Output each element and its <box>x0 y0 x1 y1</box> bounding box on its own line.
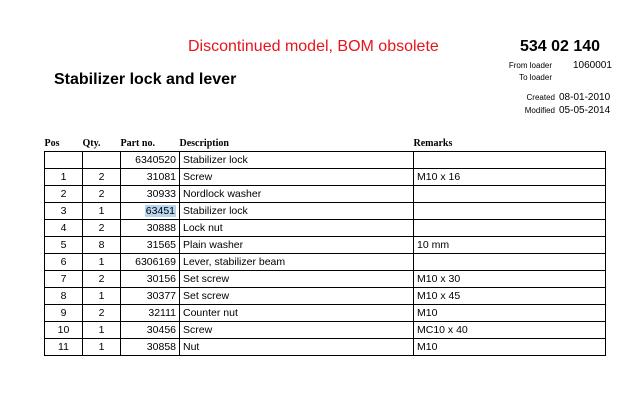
cell-remarks: MC10 x 40 <box>414 322 606 339</box>
cell-qty: 1 <box>83 254 121 271</box>
cell-pos: 9 <box>45 305 83 322</box>
cell-pos <box>45 152 83 169</box>
created-label: Created <box>526 93 555 102</box>
cell-qty <box>83 152 121 169</box>
table-row[interactable] <box>45 186 606 203</box>
table-row[interactable] <box>45 288 606 305</box>
cell-qty: 1 <box>83 339 121 356</box>
modified-label: Modified <box>524 106 555 115</box>
cell-qty: 2 <box>83 305 121 322</box>
cell-remarks: 10 mm <box>414 237 606 254</box>
cell-remarks: M10 x 16 <box>414 169 606 186</box>
cell-pos: 5 <box>45 237 83 254</box>
cell-part-no: 32111 <box>121 305 180 322</box>
cell-part-no: 30377 <box>121 288 180 305</box>
document-part-number: 534 02 140 <box>520 38 601 55</box>
cell-qty: 2 <box>83 169 121 186</box>
cell-description: Plain washer <box>180 237 414 254</box>
cell-qty: 2 <box>83 271 121 288</box>
table-row[interactable] <box>45 237 606 254</box>
discontinued-notice: Discontinued model, BOM obsolete <box>188 38 439 55</box>
cell-qty: 1 <box>83 203 121 220</box>
cell-remarks: M10 x 30 <box>414 271 606 288</box>
cell-pos: 8 <box>45 288 83 305</box>
cell-remarks <box>414 152 606 169</box>
cell-qty: 2 <box>83 220 121 237</box>
from-loader-value: 1060001 <box>573 60 612 71</box>
bom-header-row <box>45 136 606 152</box>
cell-part-no: 30933 <box>121 186 180 203</box>
cell-part-no <box>121 203 180 220</box>
table-row[interactable] <box>45 254 606 271</box>
cell-description: Set screw <box>180 271 414 288</box>
cell-pos: 2 <box>45 186 83 203</box>
cell-part-no: 30456 <box>121 322 180 339</box>
cell-description: Screw <box>180 169 414 186</box>
to-loader-label: To loader <box>519 73 552 82</box>
column-header-qty: Qty. <box>83 136 121 152</box>
cell-pos: 11 <box>45 339 83 356</box>
cell-remarks <box>414 186 606 203</box>
cell-description: Counter nut <box>180 305 414 322</box>
cell-remarks <box>414 254 606 271</box>
cell-pos: 10 <box>45 322 83 339</box>
table-row[interactable] <box>45 271 606 288</box>
cell-part-no: 6306169 <box>121 254 180 271</box>
cell-part-no: 30858 <box>121 339 180 356</box>
table-row[interactable] <box>45 152 606 169</box>
created-value: 08-01-2010 <box>559 92 611 103</box>
cell-remarks: M10 <box>414 305 606 322</box>
cell-remarks <box>414 220 606 237</box>
cell-qty: 2 <box>83 186 121 203</box>
cell-remarks <box>414 203 606 220</box>
cell-pos: 6 <box>45 254 83 271</box>
cell-description: Stabilizer lock <box>180 203 414 220</box>
cell-description: Lever, stabilizer beam <box>180 254 414 271</box>
bom-table <box>44 136 606 356</box>
column-header-pos: Pos <box>45 136 83 152</box>
table-row[interactable] <box>45 305 606 322</box>
cell-remarks: M10 x 45 <box>414 288 606 305</box>
cell-pos: 1 <box>45 169 83 186</box>
cell-pos: 4 <box>45 220 83 237</box>
table-row[interactable] <box>45 339 606 356</box>
cell-part-no: 31081 <box>121 169 180 186</box>
table-row[interactable] <box>45 203 606 220</box>
cell-qty: 1 <box>83 288 121 305</box>
bom-rows <box>45 152 606 356</box>
modified-value: 05-05-2014 <box>559 105 611 116</box>
table-row[interactable] <box>45 220 606 237</box>
page-title: Stabilizer lock and lever <box>54 71 237 88</box>
cell-description: Nordlock washer <box>180 186 414 203</box>
cell-pos: 3 <box>45 203 83 220</box>
cell-part-no: 6340520 <box>121 152 180 169</box>
cell-part-no: 30156 <box>121 271 180 288</box>
table-row[interactable] <box>45 169 606 186</box>
cell-description: Nut <box>180 339 414 356</box>
cell-qty: 8 <box>83 237 121 254</box>
from-loader-label: From loader <box>508 61 552 70</box>
selected-part-number[interactable]: 63451 <box>145 205 175 217</box>
column-header-part-no: Part no. <box>121 136 180 152</box>
cell-description: Stabilizer lock <box>180 152 414 169</box>
cell-pos: 7 <box>45 271 83 288</box>
cell-description: Lock nut <box>180 220 414 237</box>
cell-part-no: 31565 <box>121 237 180 254</box>
cell-remarks: M10 <box>414 339 606 356</box>
cell-qty: 1 <box>83 322 121 339</box>
cell-description: Screw <box>180 322 414 339</box>
table-row[interactable] <box>45 322 606 339</box>
cell-description: Set screw <box>180 288 414 305</box>
column-header-description: Description <box>180 136 414 152</box>
column-header-remarks: Remarks <box>414 136 606 152</box>
cell-part-no: 30888 <box>121 220 180 237</box>
